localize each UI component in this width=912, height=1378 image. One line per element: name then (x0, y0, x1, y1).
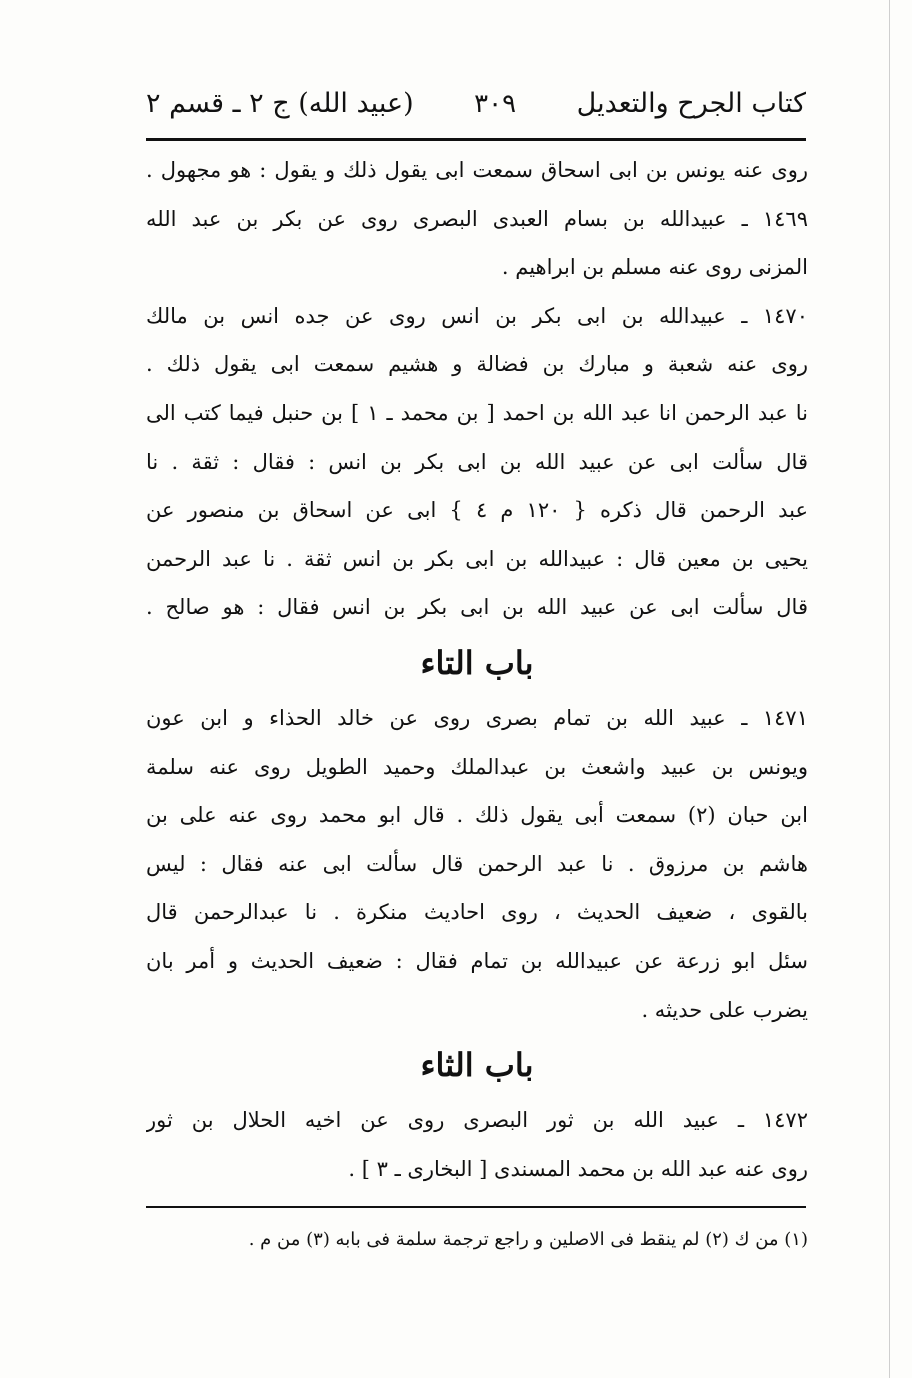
text-line: سئل ابو زرعة عن عبيدالله بن تمام فقال : ضعيف الحديث و أمر بان (146, 948, 808, 973)
running-header (146, 82, 806, 126)
book-title: كتاب الجرح والتعديل (576, 88, 806, 119)
section-heading-tha: باب الثاء (420, 1046, 534, 1085)
entry-1469-line: ١٤٦٩ ـ عبيدالله بن بسام العبدى البصرى روى عن بكر بن عبد الله (146, 206, 808, 231)
text-line: هاشم بن مرزوق . نا عبد الرحمن قال سألت ابى عنه فقال : ليس (146, 851, 808, 876)
section-heading-ta: باب التاء (420, 643, 534, 682)
running-title: (عبيد الله) ج ٢ ـ قسم ٢ (146, 88, 414, 119)
entry-1470-line: ١٤٧٠ ـ عبيدالله بن ابى بكر بن انس روى عن جده انس بن مالك (146, 303, 808, 328)
text-line: روى عنه شعبة و مبارك بن فضالة و هشيم سمعت ابى يقول ذلك . (146, 352, 808, 377)
entry-1472-line: ١٤٧٢ ـ عبيد الله بن ثور البصرى روى عن اخيه الحلال بن ثور (146, 1108, 808, 1133)
text-line: المزنى روى عنه مسلم بن ابراهيم . (501, 255, 808, 280)
text-line: روى عنه عبد الله بن محمد المسندى [ البخارى ـ ٣ ] . (348, 1156, 808, 1181)
scan-edge-line (889, 0, 890, 1378)
text-line: ابن حبان (٢) سمعت أبى يقول ذلك . قال ابو محمد روى عنه على بن (146, 803, 808, 828)
footnote-rule (146, 1206, 806, 1208)
footnote: (١) من ك (٢) لم ينقط فى الاصلين و راجع ترجمة سلمة فى بابه (٣) من م . (248, 1229, 808, 1250)
text-line: روى عنه يونس بن ابى اسحاق سمعت ابى يقول ذلك و يقول : هو مجهول . (146, 158, 808, 182)
text-line: يضرب على حديثه . (641, 997, 808, 1022)
text-line: يحيى بن معين قال : عبيدالله بن ابى بكر بن انس ثقة . نا عبد الرحمن (146, 546, 808, 571)
page-number: ٣٠٩ (474, 89, 517, 119)
text-line: نا عبد الرحمن انا عبد الله بن احمد [ بن محمد ـ ١ ] بن حنبل فيما كتب الى (146, 400, 808, 425)
text-line: قال سألت ابى عن عبيد الله بن ابى بكر بن انس فقال : هو صالح . (146, 595, 808, 620)
main-text (146, 146, 808, 1193)
header-rule (146, 138, 806, 141)
text-line: بالقوى ، ضعيف الحديث ، روى احاديث منكرة . نا عبدالرحمن قال (146, 900, 808, 925)
entry-1471-line: ١٤٧١ ـ عبيد الله بن تمام بصرى روى عن خالد الحذاء و ابن عون (146, 705, 808, 730)
text-line: قال سألت ابى عن عبيد الله بن ابى بكر بن انس : فقال : ثقة . نا (146, 449, 808, 474)
text-line: ويونس بن عبيد واشعث بن عبدالملك وحميد الطويل روى عنه سلمة (146, 754, 808, 779)
text-line: عبد الرحمن قال ذكره { ١٢٠ م ٤ } ابى عن اسحاق بن منصور عن (146, 498, 808, 523)
